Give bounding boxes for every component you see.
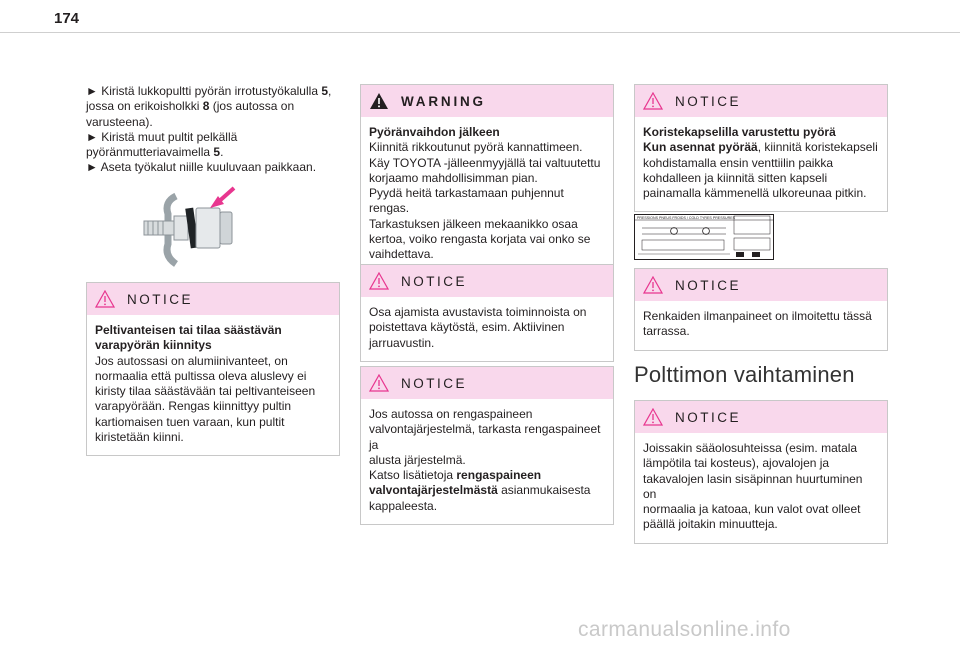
notice-box [634, 268, 888, 351]
notice-header [361, 367, 613, 399]
watermark: carmanualsonline.info [578, 618, 791, 641]
instruction-line: ► Aseta työkalut niille kuuluvaan paikkaan. [86, 160, 317, 175]
svg-text:PRESSIONS PNEUS FROIDS / COLD: PRESSIONS PNEUS FROIDS / COLD TYRES PRESSURES [637, 216, 735, 220]
notice-title: NOTICE [675, 409, 742, 425]
warning-triangle-icon [369, 92, 389, 110]
warning-box [360, 84, 614, 274]
instruction-line: jossa on erikoisholkki 8 (jos autossa on [86, 99, 295, 114]
notice-body: Osa ajamista avustavista toiminnoista on poistettava käytöstä, esim. Aktiivinen jarruavustin. [369, 305, 587, 350]
notice-body: Peltivanteisen tai tilaa säästävän varapyörän kiinnitys Jos autossasi on alumiinivanteet, on normaalia että pultissa oleva aluslevy ei kiristy tilaa säästävään tai peltivanteiseen varapyörään. Rengas kiinnittyy pultin kartiomaisen tuen varaan, kun pultit kiristetään kiinni. [95, 323, 316, 445]
header-rule [0, 32, 960, 33]
column-left [86, 84, 340, 445]
warning-triangle-icon [95, 290, 115, 308]
warning-triangle-icon [369, 272, 389, 290]
warning-triangle-icon [643, 276, 663, 294]
notice-title: NOTICE [675, 93, 742, 109]
notice-title: NOTICE [401, 375, 468, 391]
tyre-pressure-label-image [634, 214, 774, 260]
notice-box [634, 400, 888, 544]
notice-body: Renkaiden ilmanpaineet on ilmoitettu tässä tarrassa. [643, 309, 872, 339]
page-number: 174 [54, 10, 80, 27]
notice-header [635, 401, 887, 433]
notice-title: NOTICE [401, 273, 468, 289]
instruction-list [86, 84, 340, 176]
notice-box [360, 264, 614, 362]
notice-header [361, 265, 613, 297]
section-title: Polttimon vaihtaminen [634, 362, 855, 387]
notice-body: Joissakin sääolosuhteissa (esim. matala lämpötila tai kosteus), ajovalojen ja takavalojen lasin sisäpinnan huurtuminen on normaalia ja katoaa, kun valot ovat olleet päällä joitakin minuutteja. [643, 441, 863, 532]
warning-body: Pyöränvaihdon jälkeen Kiinnitä rikkoutunut pyörä kannattimeen. Käy TOYOTA -jälleenmyyjällä tai valtuutettu korjaamo mahdollisimman pian. Pyydä heitä tarkastamaan puhjennut rengas. Tarkastuksen jälkeen mekaanikko osaa kertoa, voiko rengasta korjata vai onko se vaihdettava. [369, 125, 601, 262]
warning-header [361, 85, 613, 117]
instruction-line: pyöränmutteriavaimella 5. [86, 145, 224, 160]
notice-header [635, 85, 887, 117]
locking-bolt-illustration [138, 184, 248, 274]
warning-title: WARNING [401, 93, 486, 109]
notice-box [360, 366, 614, 525]
notice-box [86, 282, 340, 456]
instruction-line: ► Kiristä muut pultit pelkällä [86, 129, 238, 144]
notice-title: NOTICE [127, 291, 194, 307]
warning-triangle-icon [643, 408, 663, 426]
notice-header [87, 283, 339, 315]
notice-title: NOTICE [675, 277, 742, 293]
notice-body: Jos autossa on rengaspaineen valvontajärjestelmä, tarkasta rengaspaineet ja alusta järjestelmä. Katso lisätietoja rengaspaineen valvontajärjestelmästä asianmukaisesta kappaleesta. [369, 407, 601, 513]
instruction-line: varusteena). [86, 114, 153, 129]
warning-triangle-icon [369, 374, 389, 392]
notice-body: Koristekapselilla varustettu pyörä Kun asennat pyörää, kiinnitä koristekapseli kohdistamalla ensin venttiilin paikka kohdalleen ja kiinnitä sitten kapseli painamalla kämmenellä ulkoreunaa pitkin. [643, 125, 878, 201]
notice-box [634, 84, 888, 212]
notice-header [635, 269, 887, 301]
instruction-line: ► Kiristä lukkopultti pyörän irrotustyökalulla 5, [86, 84, 332, 98]
warning-triangle-icon [643, 92, 663, 110]
